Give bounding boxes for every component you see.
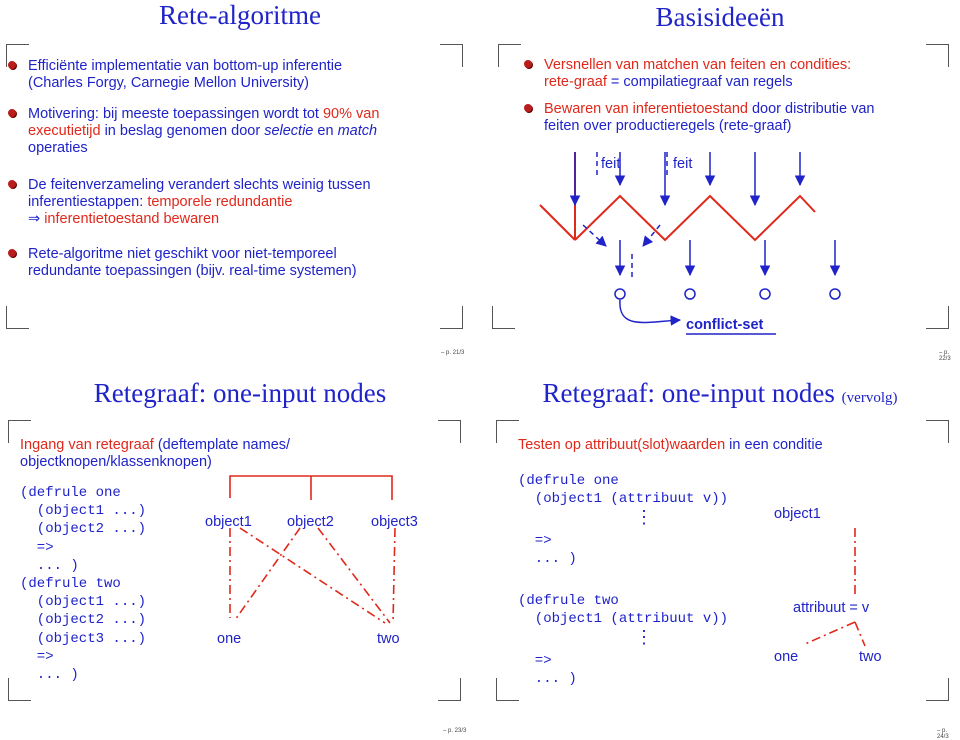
dashdot-line (240, 528, 385, 623)
code-block: (defrule two (object1 (attribuut v)) (518, 593, 729, 628)
fact-label: feit (673, 156, 693, 172)
dashdot-line (318, 528, 390, 623)
bullet-item: Versnellen van matchen van feiten en condities: rete-graaf = compilatiegraaf van regels (544, 57, 944, 91)
dashed-arrow (583, 225, 606, 246)
node-label-attribute-test: attribuut = v (793, 600, 870, 616)
code-block: => ... ) (534, 653, 577, 688)
code-block: => ... ) (534, 533, 577, 568)
page-number: – p. 21/3 (441, 350, 465, 356)
dashdot-line (855, 622, 865, 646)
rete-graph-edge (540, 205, 575, 240)
attribute-test-diagram (480, 368, 960, 736)
slide-basisideeen (480, 0, 960, 368)
bullet-item: Efficiënte implementatie van bottom-up inferentie (Charles Forgy, Carnegie Mellon University) (28, 58, 464, 92)
node-label-object1: object1 (205, 514, 252, 530)
slide-title: Rete-algoritme (159, 0, 321, 30)
node-label-object2: object2 (287, 514, 334, 530)
slide-title: Retegraaf: one-input nodes (vervolg) (542, 378, 898, 408)
bullet-item: Rete-algoritme niet geschikt voor niet-temporeel redundante toepassingen (bijv. real-time systemen) (28, 246, 464, 280)
node-label-object3: object3 (371, 514, 418, 530)
slide-rete-algoritme (0, 0, 480, 368)
one-input-nodes-diagram (0, 368, 480, 736)
code-block: (defrule one (object1 ...) (object2 ...) => ... ) (defrule two (object1 ...) (object2 ...) (object3 ...) => ... ) (20, 485, 147, 684)
slide-retegraaf-vervolg (480, 368, 960, 740)
node-label-two: two (859, 649, 882, 665)
slide-title: Retegraaf: one-input nodes (93, 378, 387, 408)
node-label-one: one (217, 631, 242, 647)
memory-node (615, 289, 625, 299)
slide-title: Basisideeën (655, 2, 785, 32)
curved-arrow (620, 300, 680, 322)
page-number: – p. 23/3 (443, 728, 467, 734)
rete-network-diagram (480, 0, 960, 368)
corner-mark (440, 306, 463, 329)
bullet-icon (8, 180, 16, 188)
dashdot-line (393, 528, 395, 623)
node-label-two: two (377, 631, 400, 647)
node-label-one: one (774, 649, 799, 665)
bullet-item: Bewaren van inferentietoestand door distributie van feiten over productieregels (rete-graaf) (544, 101, 944, 135)
page-number: – p. 22/3 (939, 350, 951, 362)
bullet-icon (8, 109, 16, 117)
memory-node (760, 289, 770, 299)
object-tree-edges (230, 476, 392, 500)
node-label-object1: object1 (774, 506, 821, 522)
dashdot-line (805, 622, 855, 644)
vertical-ellipsis: ⋮ (635, 627, 653, 647)
fact-label: feit (601, 156, 621, 172)
dashdot-line (235, 528, 300, 620)
bullet-item: Motivering: bij meeste toepassingen wordt tot 90% van executietijd in beslag genomen door selectie en match operaties (28, 106, 464, 157)
bullet-item: De feitenverzameling verandert slechts weinig tussen inferentiestappen: temporele redundantie ⇒ inferentietoestand bewaren (28, 177, 464, 228)
bullet-icon (8, 61, 16, 69)
intro-text: Ingang van retegraaf (deftemplate names/ objectknopen/klassenknopen) (20, 437, 291, 470)
corner-mark (6, 306, 29, 329)
conflict-set-label: conflict-set (686, 317, 764, 333)
code-block: (defrule one (object1 (attribuut v)) (518, 473, 729, 508)
bullet-icon (8, 249, 16, 257)
memory-node (685, 289, 695, 299)
slide-retegraaf (0, 368, 480, 736)
page-number: – p. 24/3 (937, 728, 949, 740)
intro-text: Testen op attribuut(slot)waarden in een conditie (518, 437, 823, 453)
memory-node (830, 289, 840, 299)
vertical-ellipsis: ⋮ (635, 507, 653, 527)
